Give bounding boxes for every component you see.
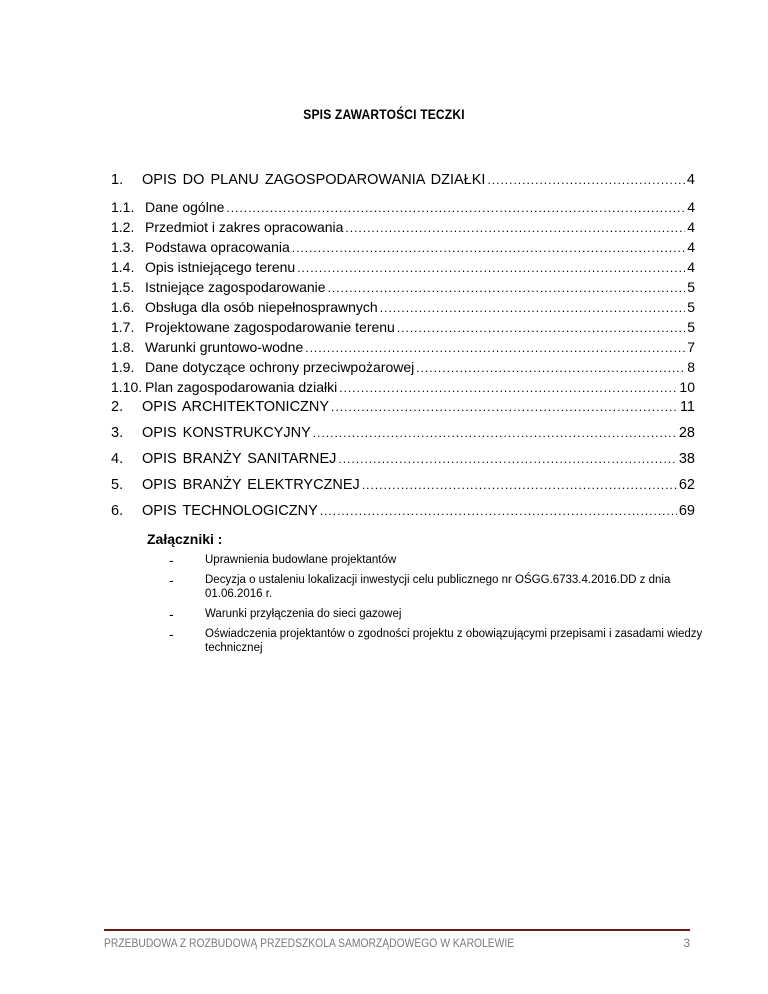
toc-page-number: 8 bbox=[687, 359, 695, 375]
toc-leader-dots bbox=[362, 475, 677, 495]
toc-entry-1-6[interactable] bbox=[111, 297, 695, 317]
toc-number: 1. bbox=[111, 172, 124, 188]
toc-title: Dane ogólne bbox=[145, 199, 225, 215]
toc-leader-dots bbox=[320, 501, 677, 521]
attachment-text: Oświadczenia projektantów o zgodności projektu z obowiązującymi przepisami i zasadami wiedzy technicznej bbox=[205, 628, 703, 654]
toc-page-number: 69 bbox=[678, 503, 695, 519]
attachments-title: Załączniki : bbox=[147, 531, 223, 547]
toc-title: OPIS BRANŻY ELEKTRYCZNEJ bbox=[142, 477, 360, 493]
attachments-section bbox=[147, 531, 707, 661]
toc-entry-1-4[interactable] bbox=[111, 257, 695, 277]
toc-page-number: 5 bbox=[687, 279, 695, 295]
footer-page-number: 3 bbox=[683, 936, 690, 950]
toc-leader-dots bbox=[305, 338, 685, 358]
toc-title: Podstawa opracowania bbox=[145, 239, 290, 255]
toc-entry-1[interactable] bbox=[111, 170, 695, 190]
toc-title: OPIS KONSTRUKCYJNY bbox=[142, 425, 311, 441]
attachment-item bbox=[147, 627, 707, 655]
toc-page-number: 62 bbox=[678, 477, 695, 493]
toc-title: OPIS DO PLANU ZAGOSPODAROWANIA DZIAŁKI bbox=[142, 172, 486, 188]
toc-leader-dots bbox=[487, 170, 684, 190]
toc-number: 1.5. bbox=[111, 279, 135, 295]
toc-page-number: 4 bbox=[687, 219, 695, 235]
toc-leader-dots bbox=[338, 449, 676, 469]
toc-number: 1.2. bbox=[111, 219, 135, 235]
attachment-item bbox=[147, 573, 707, 601]
toc-entry-1-2[interactable] bbox=[111, 217, 695, 237]
toc-number: 5. bbox=[111, 477, 124, 493]
toc-number: 1.1. bbox=[111, 199, 135, 215]
attachment-text: Warunki przyłączenia do sieci gazowej bbox=[205, 608, 402, 620]
toc-title: OPIS TECHNOLOGICZNY bbox=[142, 503, 318, 519]
toc-leader-dots bbox=[397, 318, 685, 338]
toc-page-number: 7 bbox=[687, 339, 695, 355]
toc-number: 6. bbox=[111, 503, 124, 519]
toc-number: 1.10. bbox=[111, 379, 143, 395]
toc-title: Istniejące zagospodarowanie bbox=[145, 279, 326, 295]
toc-title: Obsługa dla osób niepełnosprawnych bbox=[145, 299, 378, 315]
toc-entry-1-5[interactable] bbox=[111, 277, 695, 297]
toc-entry-6[interactable] bbox=[111, 501, 695, 521]
toc-page-number: 4 bbox=[687, 239, 695, 255]
toc-entry-1-1[interactable] bbox=[111, 197, 695, 217]
toc-number: 1.4. bbox=[111, 259, 135, 275]
toc-number: 1.6. bbox=[111, 299, 135, 315]
toc-page-number: 4 bbox=[686, 172, 695, 188]
toc-entry-1-9[interactable] bbox=[111, 357, 695, 377]
toc-leader-dots bbox=[297, 258, 685, 278]
toc-number: 4. bbox=[111, 451, 124, 467]
toc-leader-dots bbox=[328, 278, 686, 298]
toc-entry-1-10[interactable] bbox=[111, 377, 695, 397]
toc-entry-1-8[interactable] bbox=[111, 337, 695, 357]
toc-title: Plan zagospodarowania działki bbox=[145, 379, 338, 395]
attachment-item bbox=[147, 607, 707, 621]
attachment-text: Uprawnienia budowlane projektantów bbox=[205, 554, 397, 566]
toc-page-number: 5 bbox=[687, 319, 695, 335]
toc-title: Projektowane zagospodarowanie terenu bbox=[145, 319, 395, 335]
toc-number: 1.3. bbox=[111, 239, 135, 255]
list-dash: - bbox=[169, 572, 174, 588]
toc-title: OPIS BRANŻY SANITARNEJ bbox=[142, 451, 337, 467]
toc-number: 1.7. bbox=[111, 319, 135, 335]
toc-leader-dots bbox=[313, 423, 677, 443]
toc-entry-2[interactable] bbox=[111, 397, 695, 417]
toc-leader-dots bbox=[292, 238, 685, 258]
toc-leader-dots bbox=[345, 218, 685, 238]
toc-page-number: 4 bbox=[687, 199, 695, 215]
toc-number: 1.8. bbox=[111, 339, 135, 355]
toc-page-number: 38 bbox=[678, 451, 695, 467]
toc-number: 2. bbox=[111, 399, 124, 415]
table-of-contents bbox=[111, 170, 695, 521]
toc-page-number: 28 bbox=[678, 425, 695, 441]
list-dash: - bbox=[169, 552, 174, 568]
toc-entry-5[interactable] bbox=[111, 475, 695, 495]
toc-entry-1-3[interactable] bbox=[111, 237, 695, 257]
toc-leader-dots bbox=[331, 397, 678, 417]
toc-title: Opis istniejącego terenu bbox=[145, 259, 296, 275]
toc-leader-dots bbox=[416, 358, 685, 378]
toc-number: 1.9. bbox=[111, 359, 135, 375]
toc-title: Przedmiot i zakres opracowania bbox=[145, 219, 344, 235]
toc-page-number: 10 bbox=[679, 379, 695, 395]
attachment-text: Decyzja o ustaleniu lokalizacji inwestycji celu publicznego nr OŚGG.6733.4.2016.DD z dnia 01.06.2016 r. bbox=[205, 574, 671, 600]
toc-entry-3[interactable] bbox=[111, 423, 695, 443]
toc-page-number: 5 bbox=[687, 299, 695, 315]
toc-entry-1-7[interactable] bbox=[111, 317, 695, 337]
toc-leader-dots bbox=[380, 298, 685, 318]
toc-title: Dane dotyczące ochrony przeciwpożarowej bbox=[145, 359, 415, 375]
toc-leader-dots bbox=[226, 198, 685, 218]
footer-divider bbox=[104, 929, 690, 931]
list-dash: - bbox=[169, 626, 174, 642]
toc-page-number: 4 bbox=[687, 259, 695, 275]
document-title: SPIS ZAWARTOŚCI TECZKI bbox=[303, 106, 465, 122]
toc-page-number: 11 bbox=[679, 399, 695, 415]
footer-project-title: PRZEBUDOWA Z ROZBUDOWĄ PRZEDSZKOLA SAMORZĄDOWEGO W KAROLEWIE bbox=[104, 936, 515, 950]
list-dash: - bbox=[169, 606, 174, 622]
toc-entry-4[interactable] bbox=[111, 449, 695, 469]
toc-number: 3. bbox=[111, 425, 124, 441]
toc-leader-dots bbox=[339, 378, 677, 398]
attachment-item bbox=[147, 553, 707, 567]
toc-title: OPIS ARCHITEKTONICZNY bbox=[142, 399, 330, 415]
toc-title: Warunki gruntowo-wodne bbox=[145, 339, 304, 355]
